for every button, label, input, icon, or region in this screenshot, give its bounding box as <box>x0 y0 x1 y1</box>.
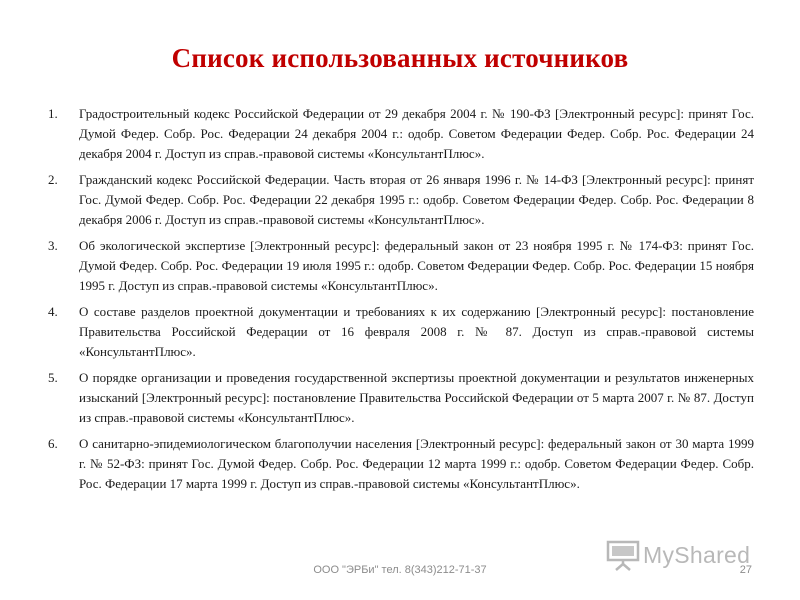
source-item <box>48 104 754 164</box>
source-text: Об экологической экспертизе [Электронный ресурс]: федеральный закон от 23 ноября 1995 г. № 174-ФЗ: принят Гос. Думой Федер. Собр. Рос. Федерации 19 июля 1995 г.: одобр. Советом Федерации Федер. Собр. Рос. Федерации 15 ноября 1995 г. Доступ из справ.-правовой системы «КонсультантПлюс». <box>79 238 754 293</box>
source-number: 5. <box>48 370 58 385</box>
source-number: 6. <box>48 436 58 451</box>
source-item <box>48 368 754 428</box>
source-number: 3. <box>48 238 58 253</box>
slide-title: Список использованных источников <box>171 43 629 73</box>
source-text: О составе разделов проектной документации и требованиях к их содержанию [Электронный ресурс]: постановление Правительства Российской Федерации от 16 февраля 2008 г. № 87. Доступ из справ.-правовой системы «КонсультантПлюс». <box>79 304 754 359</box>
source-text: О порядке организации и проведения государственной экспертизы проектной документации и результатов инженерных изысканий [Электронный ресурс]: постановление Правительства Российской Федерации от 5 марта 2007 г. № 87. Доступ из справ.-правовой системы «КонсультантПлюс». <box>79 370 754 425</box>
source-item <box>48 170 754 230</box>
source-item <box>48 302 754 362</box>
source-text: Гражданский кодекс Российской Федерации. Часть вторая от 26 января 1996 г. № 14-ФЗ [Электронный ресурс]: принят Гос. Думой Федер. Собр. Рос. Федерации 22 декабря 1995 г.: одобр. Советом Федерации Федер. Собр. Рос. Федерации 8 декабря 2006 г. Доступ из справ.-правовой системы «КонсультантПлюс». <box>79 172 754 227</box>
source-text: Градостроительный кодекс Российской Федерации от 29 декабря 2004 г. № 190-ФЗ [Электронный ресурс]: принят Гос. Думой Федер. Собр. Рос. Федерации 24 декабря 2004 г.: одобр. Советом Федерации Федер. Собр. Рос. Федерации 24 декабря 2004 г. Доступ из справ.-правовой системы «КонсультантПлюс». <box>79 106 754 161</box>
page-number: 27 <box>739 564 752 576</box>
watermark-text-prefix: My <box>643 541 675 568</box>
myshared-watermark[interactable] <box>606 538 766 572</box>
source-number: 4. <box>48 304 58 319</box>
source-item <box>48 236 754 296</box>
source-item <box>48 434 754 494</box>
watermark-text-main: Shared <box>674 541 751 568</box>
watermark-text <box>643 542 750 569</box>
presentation-board-icon <box>606 539 640 571</box>
source-list <box>48 104 754 500</box>
footer-company-info: ООО "ЭРБи" тел. 8(343)212-71-37 <box>313 564 487 576</box>
source-number: 1. <box>48 106 58 121</box>
source-text: О санитарно-эпидемиологическом благополучии населения [Электронный ресурс]: федеральный закон от 30 марта 1999 г. № 52-ФЗ: принят Гос. Думой Федер. Собр. Рос. Федерации 12 марта 1999 г.: одобр. Советом Федерации Федер. Собр. Рос. Федерации 17 марта 1999 г. Доступ из справ.-правовой системы «КонсультантПлюс». <box>79 436 754 491</box>
source-number: 2. <box>48 172 58 187</box>
